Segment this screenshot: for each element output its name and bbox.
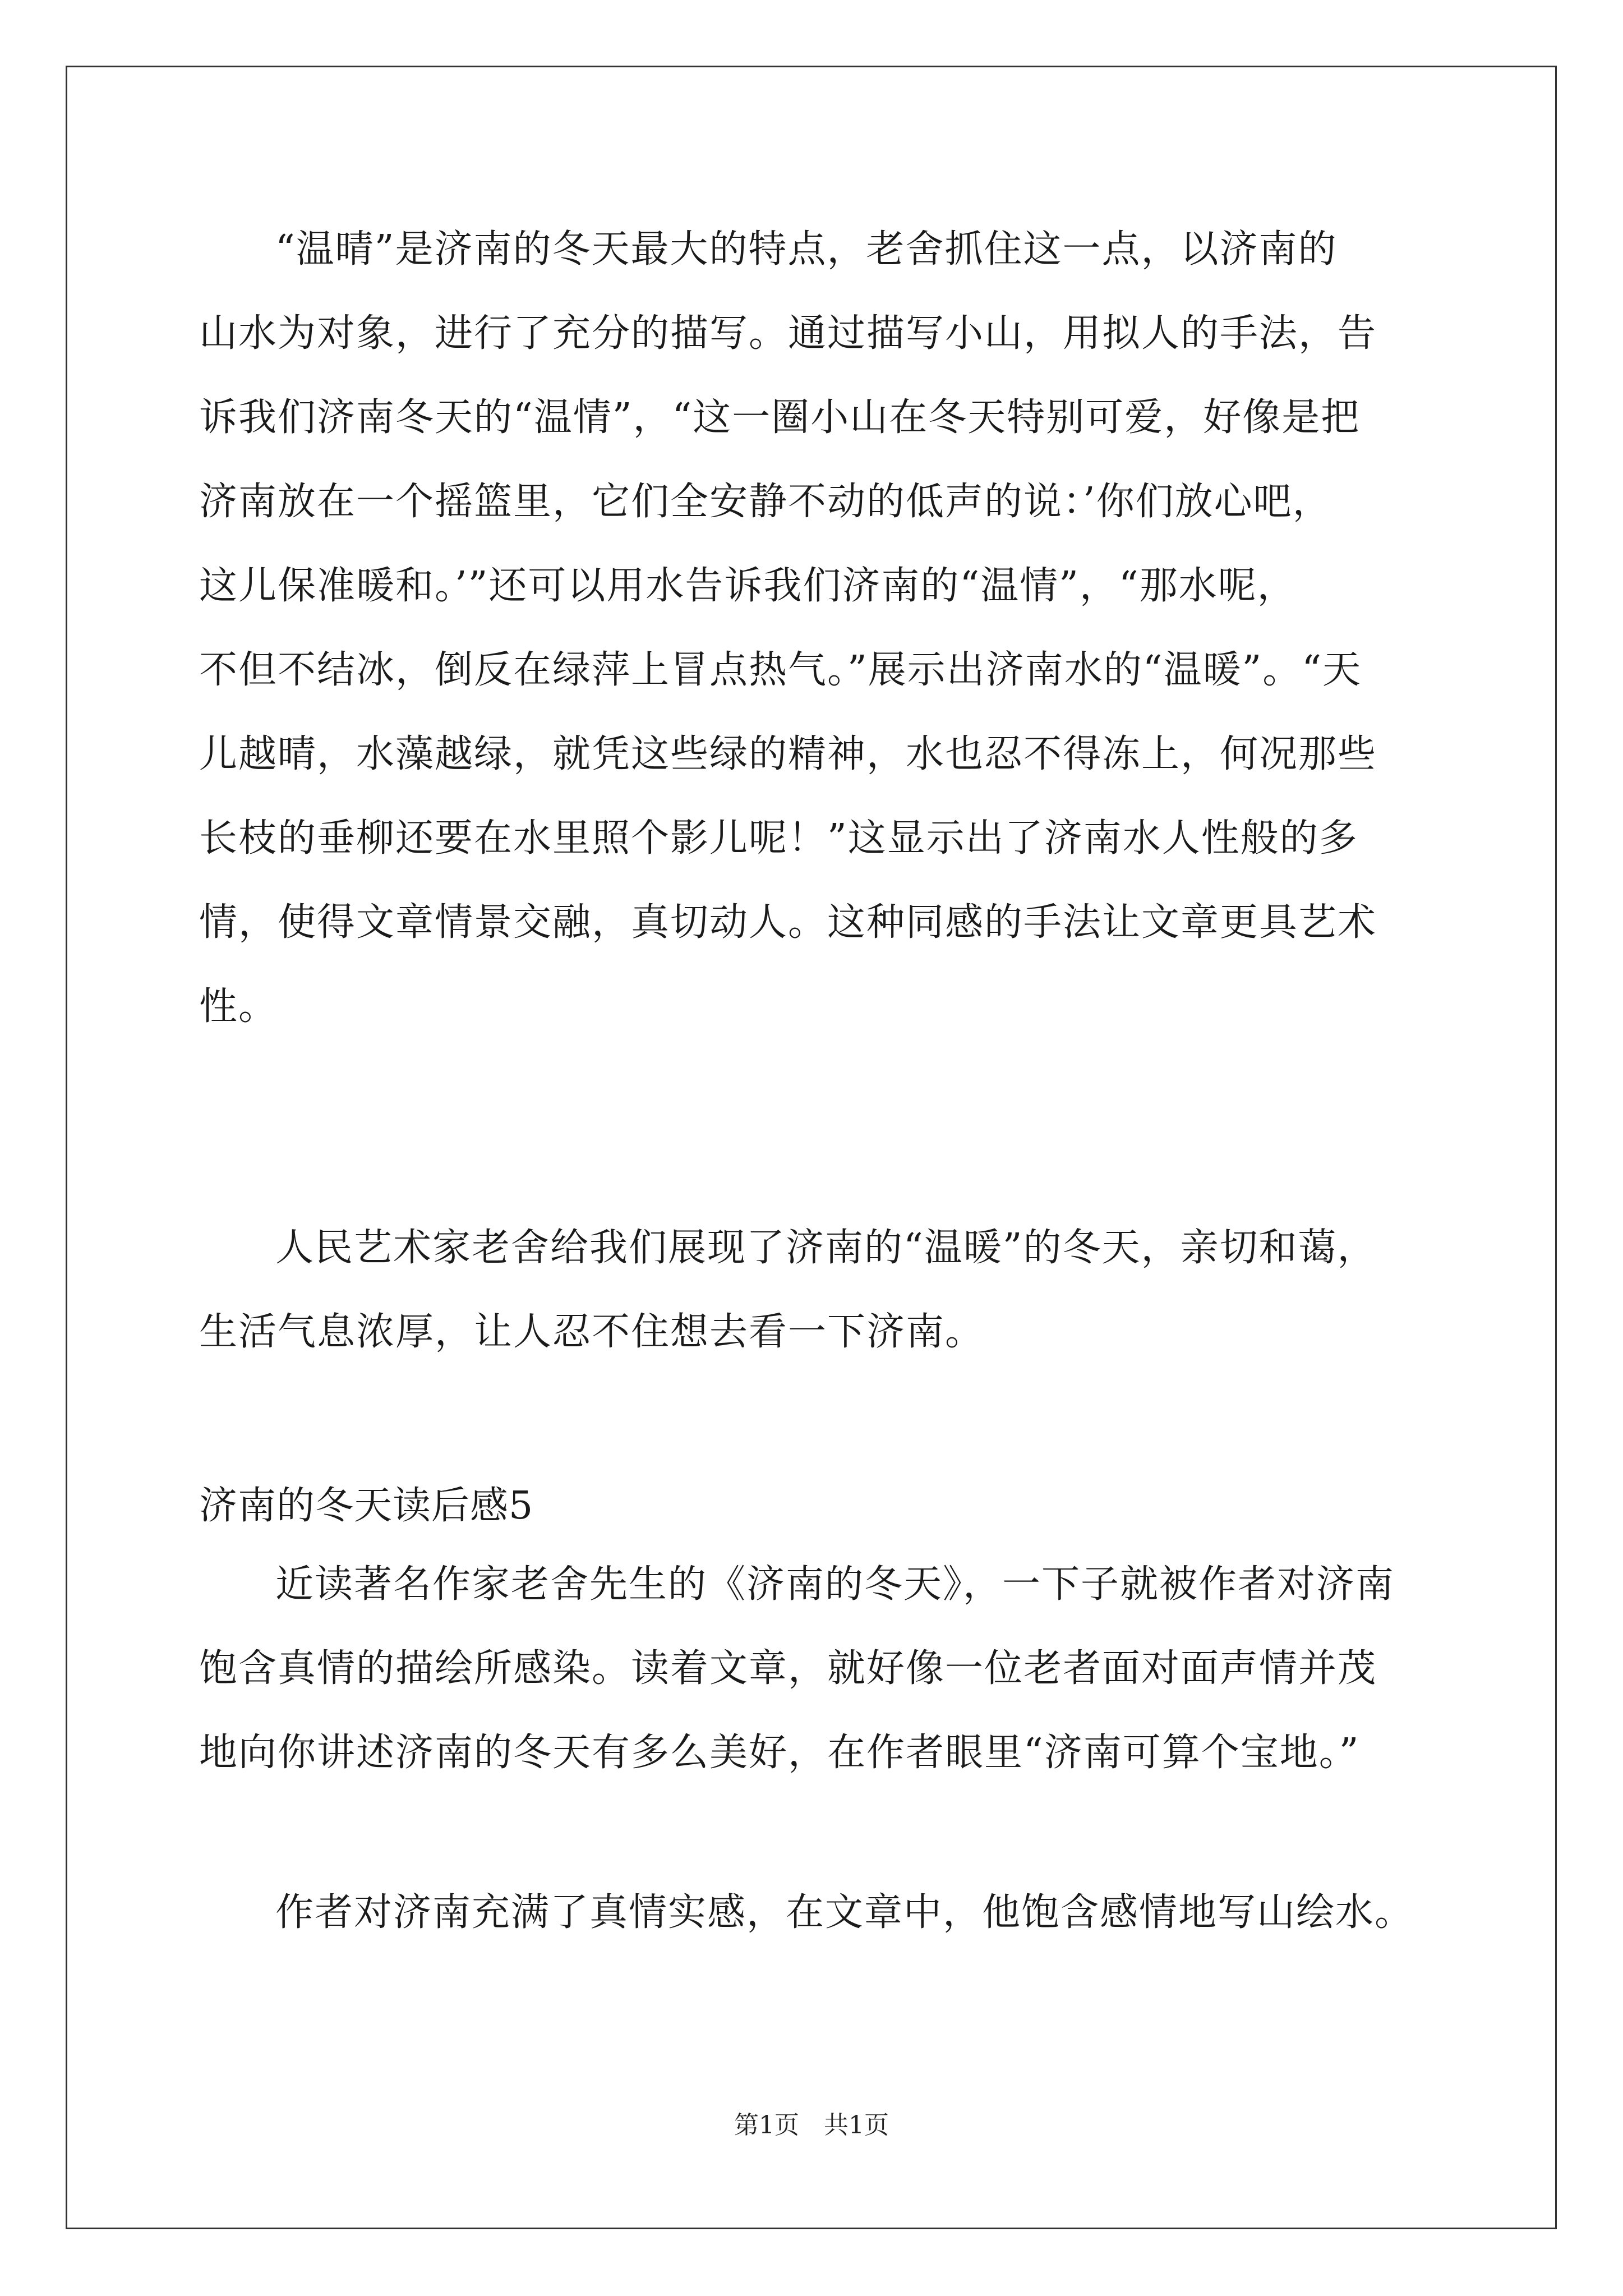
- section-heading: [199, 1464, 1427, 1548]
- text-line: 济南放在一个摇篮里，它们全安静不动的低声的说：’你们放心吧，: [199, 480, 1332, 524]
- text-line: 生活气息浓厚，让人忍不住想去看一下济南。: [199, 1310, 985, 1354]
- text-line: 饱含真情的描绘所感染。读着文章，就好像一位老者面对面声情并茂: [199, 1646, 1377, 1691]
- text-line: 诉我们济南冬天的“温情”，“这一圈小山在冬天特别可爱，好像是把: [199, 395, 1361, 440]
- text-line: 这儿保准暖和。’”还可以用水告诉我们济南的“温情”，“那水呢，: [199, 564, 1297, 608]
- text-line: 性。: [199, 984, 278, 1029]
- paragraph-3: [199, 1543, 1427, 1795]
- paragraph-2: [199, 1206, 1427, 1374]
- text-line: “温晴”是济南的冬天最大的特点，老舍抓住这一点，以济南的: [275, 227, 1338, 272]
- text-line: 情，使得文章情景交融，真切动人。这种同感的手法让文章更具艺术: [199, 900, 1377, 945]
- text-line: 儿越晴，水藻越绿，就凭这些绿的精神，水也忍不得冻上，何况那些: [199, 732, 1377, 776]
- text-line: 人民艺术家老舍给我们展现了济南的“温暖”的冬天，亲切和蔼，: [275, 1226, 1377, 1270]
- heading-text: 济南的冬天读后感5: [199, 1484, 534, 1528]
- text-line: 地向你讲述济南的冬天有多么美好，在作者眼里“济南可算个宝地。”: [199, 1731, 1360, 1775]
- text-line: 长枝的垂柳还要在水里照个影儿呢！”这显示出了济南水人性般的多: [199, 816, 1358, 861]
- text-line: 山水为对象，进行了充分的描写。通过描写小山，用拟人的手法，告: [199, 311, 1377, 356]
- text-line: 不但不结冰，倒反在绿萍上冒点热气。”展示出济南水的“温暖”。“天: [199, 648, 1362, 692]
- text-line: 作者对济南充满了真情实感，在文章中，他饱含感情地写山绘水。: [275, 1890, 1414, 1935]
- page-footer: 第1页 共1页: [734, 2111, 889, 2139]
- paragraph-4: [199, 1871, 1427, 1955]
- text-line: 近读著名作家老舍先生的《济南的冬天》，一下子就被作者对济南: [275, 1562, 1395, 1607]
- paragraph-1: [199, 208, 1427, 1049]
